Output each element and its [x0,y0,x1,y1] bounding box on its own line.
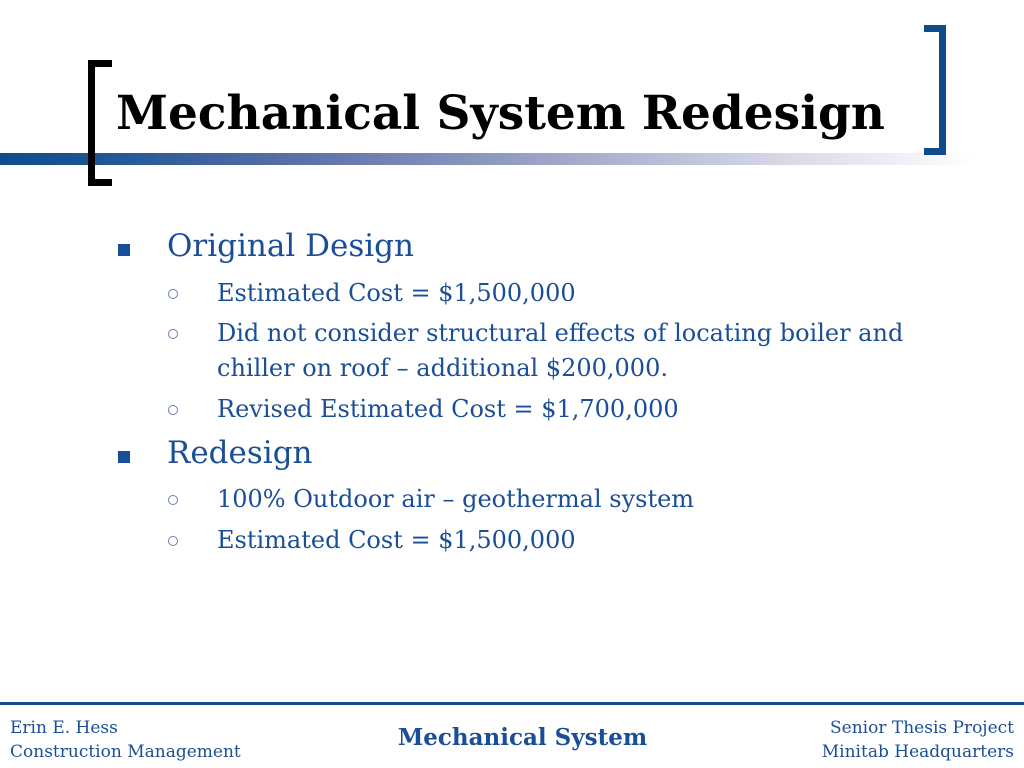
sub-bullet-redesign-cost: Estimated Cost = $1,500,000 [217,526,576,554]
footer-building: Minitab Headquarters [821,742,1014,762]
footer-right [822,716,1014,764]
bullet-redesign: Redesign [167,435,313,471]
square-bullet-icon [118,451,130,463]
slide-title: Mechanical System Redesign [116,86,885,141]
sub-bullet-revised-cost: Revised Estimated Cost = $1,700,000 [217,395,679,423]
sub-bullet-outdoor-air: 100% Outdoor air – geothermal system [217,485,695,513]
bullet-original-design: Original Design [167,228,414,264]
square-bullet-icon [118,244,130,256]
circle-bullet-icon [168,405,178,415]
sub-bullet-structural-effects: Did not consider structural effects of locating boiler and chiller on roof – additional $200,000. [217,319,904,382]
circle-bullet-icon [168,289,178,299]
sub-bullet-original-cost: Estimated Cost = $1,500,000 [217,279,576,307]
footer-divider [0,702,1024,705]
circle-bullet-icon [168,495,178,505]
footer-project: Senior Thesis Project [830,718,1014,738]
footer-author: Erin E. Hess [10,718,118,738]
footer-section-title: Mechanical System [397,724,648,751]
circle-bullet-icon [168,329,178,339]
circle-bullet-icon [168,536,178,546]
footer-department: Construction Management [10,742,241,762]
